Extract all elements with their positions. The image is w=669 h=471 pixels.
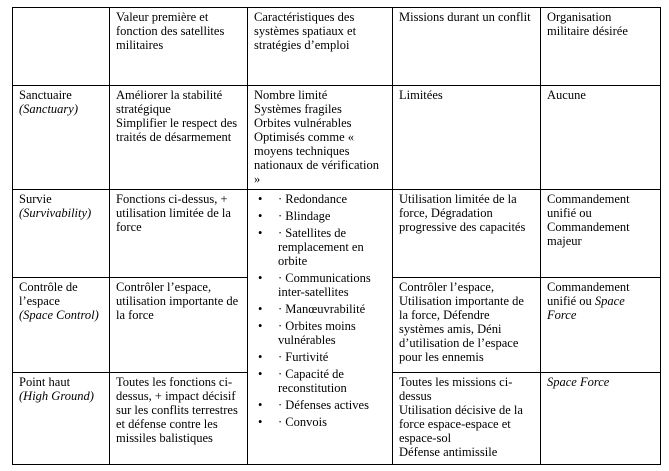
row-name: Contrôle de l’espace <box>19 280 78 308</box>
row-label-survivability <box>13 190 110 278</box>
characteristic-line: Systèmes fragiles <box>254 102 342 116</box>
cell-value-space-control: Contrôler l’espace, utilisation importante de la force <box>110 278 248 373</box>
row-label-space-control <box>13 278 110 373</box>
header-missions: Missions durant un conflit <box>393 8 541 86</box>
header-organisation: Organisation militaire désirée <box>541 8 661 86</box>
value-line: Simplifier le respect des traités de désarmement <box>116 116 238 144</box>
list-item: • · Capacité de reconstitution <box>266 367 388 395</box>
cell-characteristics-shared <box>248 190 393 465</box>
mission-line: Toutes les missions ci-dessus <box>399 375 513 403</box>
cell-characteristics-sanctuary <box>248 86 393 190</box>
row-label-sanctuary <box>13 86 110 190</box>
list-item: • · Furtivité <box>266 350 388 364</box>
cell-value-survivability: Fonctions ci-dessus, + utilisation limitée de la force <box>110 190 248 278</box>
cell-value-sanctuary <box>110 86 248 190</box>
list-item: • · Blindage <box>266 209 388 223</box>
row-name: Sanctuaire <box>19 88 72 102</box>
list-item: • · Redondance <box>266 192 388 206</box>
header-value: Valeur première et fonction des satellites militaires <box>110 8 248 86</box>
row-label-high-ground <box>13 373 110 465</box>
cell-value-high-ground: Toutes les fonctions ci-dessus, + impact décisif sur les conflits terrestres et défense contre les missiles balistiques <box>110 373 248 465</box>
header-characteristics: Caractéristiques des systèmes spatiaux et stratégies d’emploi <box>248 8 393 86</box>
organisation-emphasis: Space Force <box>547 294 625 322</box>
doctrine-table <box>12 7 661 465</box>
list-item: • · Satellites de remplacement en orbite <box>266 226 388 268</box>
cell-missions-space-control: Contrôler l’espace, Utilisation importante de la force, Défendre systèmes amis, Déni d’utilisation de l’espace pour les ennemis <box>393 278 541 373</box>
cell-organisation-sanctuary: Aucune <box>541 86 661 190</box>
row-name: Survie <box>19 192 52 206</box>
list-item: • · Défenses actives <box>266 398 388 412</box>
row-alt-name: (Survivability) <box>19 206 92 220</box>
cell-organisation-space-control <box>541 278 661 373</box>
row-alt-name: (Space Control) <box>19 308 99 322</box>
organisation-text: Commandement unifié ou <box>547 280 630 308</box>
characteristic-line: Optimisés comme « moyens techniques nationaux de vérification » <box>254 130 379 186</box>
header-row <box>13 8 661 86</box>
mission-line: Utilisation décisive de la force espace-espace et espace-sol <box>399 403 523 445</box>
list-item: • · Manœuvrabilité <box>266 302 388 316</box>
cell-missions-high-ground <box>393 373 541 465</box>
table-row-survivability <box>13 190 661 278</box>
list-item: • · Communications inter-satellites <box>266 271 388 299</box>
characteristics-list <box>254 192 388 429</box>
row-alt-name: (Sanctuary) <box>19 102 79 116</box>
cell-organisation-high-ground: Space Force <box>541 373 661 465</box>
cell-organisation-survivability: Commandement unifié ou Commandement majeur <box>541 190 661 278</box>
header-empty <box>13 8 110 86</box>
characteristic-line: Nombre limité <box>254 88 328 102</box>
list-item: • · Convois <box>266 415 388 429</box>
cell-missions-sanctuary: Limitées <box>393 86 541 190</box>
row-alt-name: (High Ground) <box>19 389 94 403</box>
cell-missions-survivability: Utilisation limitée de la force, Dégradation progressive des capacités <box>393 190 541 278</box>
value-line: Améliorer la stabilité stratégique <box>116 88 223 116</box>
row-name: Point haut <box>19 375 71 389</box>
characteristic-line: Orbites vulnérables <box>254 116 352 130</box>
table-row-sanctuary <box>13 86 661 190</box>
list-item: • · Orbites moins vulnérables <box>266 319 388 347</box>
mission-line: Défense antimissile <box>399 445 498 459</box>
